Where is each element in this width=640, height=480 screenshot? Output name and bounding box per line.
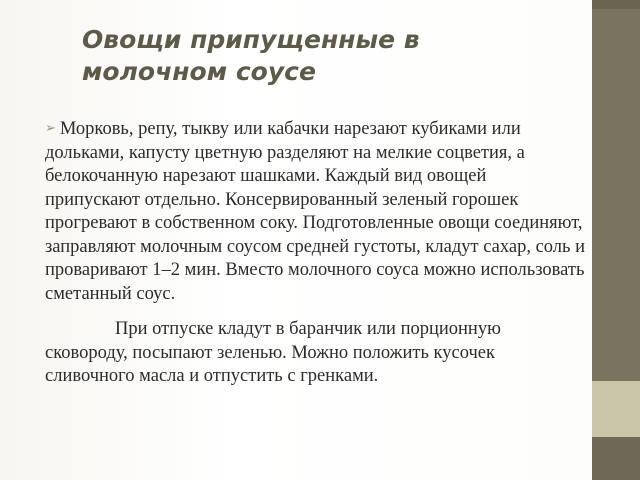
- side-bar-top-strip: [592, 0, 640, 9]
- paragraph-text-2: При отпуске кладут в баранчик или порционную сковороду, посыпают зеленью. Можно положить кусочек сливочного масла и отпустить с гренками.: [45, 319, 501, 386]
- side-bar-accent-block: [592, 381, 640, 437]
- slide-title: Овощи припущенные в молочном соусе: [82, 25, 420, 86]
- paragraph-text-1: Морковь, репу, тыкву или кабачки нарезают кубиками или дольками, капусту цветную разделяют на мелкие соцветия, а белокочанную нарезают шашками. Каждый вид овощей припускают отдельно. Консервированный зеленый горошек прогревают в собственном соку. Подготовленные овощи соединяют, заправляют молочным соусом средней густоты, кладут сахар, соль и проваривают 1–2 мин. Вместо молочного соуса можно использовать сметанный соус.: [45, 119, 586, 304]
- slide-body: [45, 116, 585, 389]
- side-bar-bottom-block: [592, 437, 640, 480]
- arrow-bullet-icon: ➢: [45, 120, 56, 135]
- bullet-paragraph: [45, 116, 585, 306]
- decorative-side-bar: [592, 0, 640, 480]
- side-bar-main: [592, 9, 640, 480]
